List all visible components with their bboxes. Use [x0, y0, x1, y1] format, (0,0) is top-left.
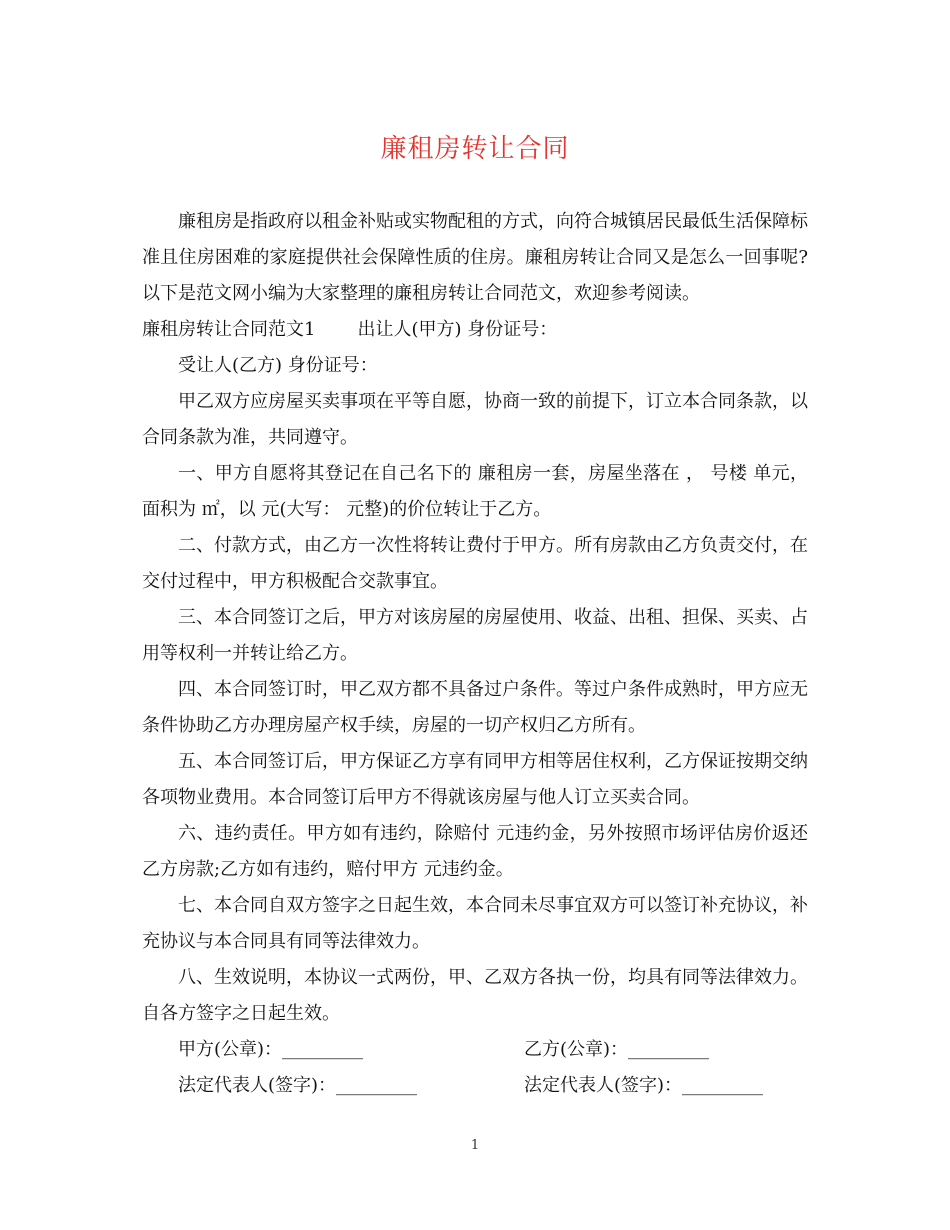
clause-6: 六、违约责任。甲方如有违约，除赔付 元违约金，另外按照市场评估房价返还乙方房款;乙方如有违约，赔付甲方 元违约金。: [142, 823, 808, 880]
party-a-seal: 甲方(公章)：_________: [178, 1039, 364, 1060]
clause-4: 四、本合同签订时，甲乙双方都不具备过户条件。等过户条件成熟时，甲方应无条件协助乙方办理房屋产权手续，房屋的一切产权归乙方所有。: [142, 679, 808, 736]
preamble-paragraph: 甲乙双方应房屋买卖事项在平等自愿，协商一致的前提下，订立本合同条款，以合同条款为准，共同遵守。: [142, 391, 808, 448]
seller-line: 出让人(甲方) 身份证号：: [357, 319, 558, 340]
intro-paragraph: 廉租房是指政府以租金补贴或实物配租的方式，向符合城镇居民最低生活保障标准且住房困难的家庭提供社会保障性质的住房。廉租房转让合同又是怎么一回事呢?以下是范文网小编为大家整理的廉租房转让合同范文，欢迎参考阅读。: [142, 211, 808, 304]
sample-heading-line: [142, 312, 808, 348]
clause-7: 七、本合同自双方签字之日起生效，本合同未尽事宜双方可以签订补充协议，补充协议与本合同具有同等法律效力。: [142, 895, 808, 952]
clause-5: 五、本合同签订后，甲方保证乙方享有同甲方相等居住权利，乙方保证按期交纳各项物业费用。本合同签订后甲方不得就该房屋与他人订立买卖合同。: [142, 751, 808, 808]
party-b-seal: 乙方(公章)：_________: [524, 1039, 710, 1060]
document-title: 廉租房转让合同: [380, 134, 570, 164]
clause-8: 八、生效说明，本协议一式两份，甲、乙双方各执一份，均具有同等法律效力。自各方签字之日起生效。: [142, 967, 808, 1024]
party-a-representative: 法定代表人(签字)：_________: [178, 1075, 418, 1096]
buyer-line: 受让人(乙方) 身份证号：: [178, 355, 378, 376]
sample-heading: 廉租房转让合同范文1: [142, 319, 316, 340]
page-number: 1: [470, 1138, 480, 1153]
signature-row-rep: [142, 1068, 808, 1104]
clause-3: 三、本合同签订之后，甲方对该房屋的房屋使用、收益、出租、担保、买卖、占用等权利一并转让给乙方。: [142, 607, 808, 664]
party-b-representative: 法定代表人(签字)：_________: [524, 1075, 764, 1096]
signature-row-seal: [142, 1032, 808, 1068]
clause-2: 二、付款方式，由乙方一次性将转让费付于甲方。所有房款由乙方负责交付，在交付过程中，甲方积极配合交款事宜。: [142, 535, 808, 592]
document-body: [142, 204, 808, 1104]
clause-1: 一、甲方自愿将其登记在自己名下的 廉租房一套，房屋坐落在 ， 号楼 单元，面积为 ㎡，以 元(大写： 元整)的价位转让于乙方。: [142, 463, 808, 520]
